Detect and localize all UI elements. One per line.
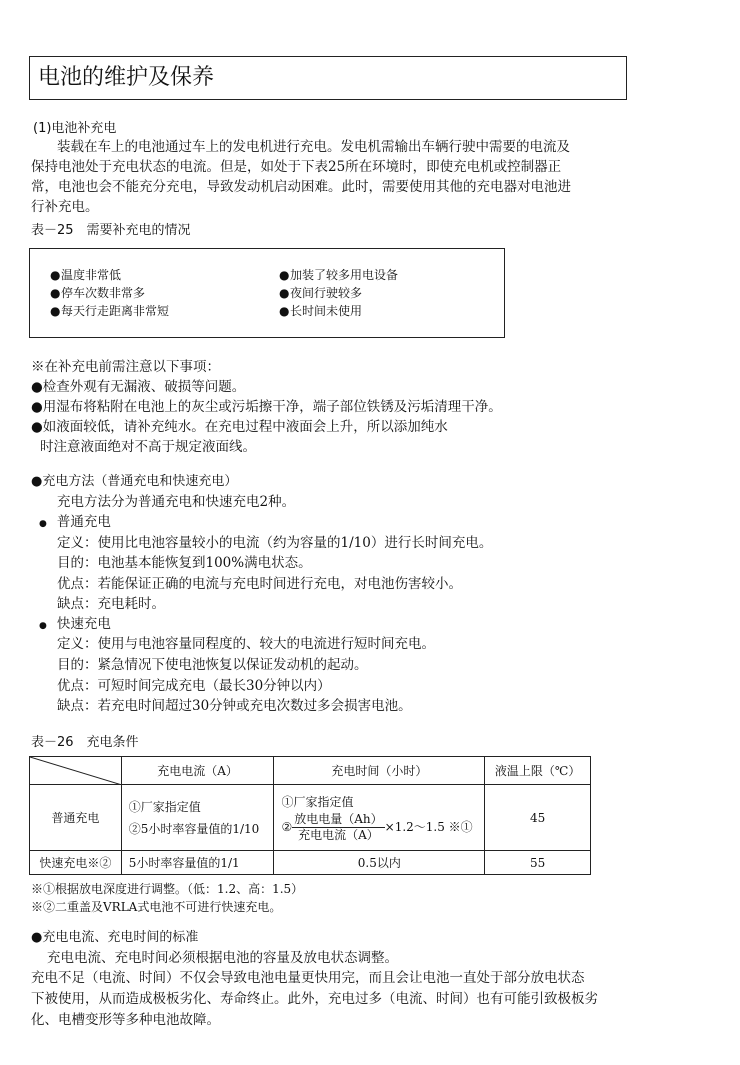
normal-charge-line: 缺点：充电耗时。 bbox=[57, 596, 165, 612]
normal-charge-line: 优点：若能保证正确的电流与充电时间进行充电，对电池伤害较小。 bbox=[57, 576, 462, 592]
paragraph-line: 装载在车上的电池通过车上的发电机进行充电。发电机需输出车辆行驶中需要的电流及 bbox=[57, 139, 570, 155]
normal-charge-line: 定义：使用比电池容量较小的电流（约为容量的1/10）进行长时间充电。 bbox=[57, 535, 493, 551]
header-cell: 液温上限（℃） bbox=[485, 757, 591, 785]
dot-icon: ● bbox=[39, 519, 47, 529]
fast-charge-title: ● 快速充电 bbox=[39, 616, 111, 632]
standard-line: 充电不足（电流、时间）不仅会导致电池电量更快用完，而且会让电池一直处于部分放电状态 bbox=[31, 970, 585, 986]
table-note: ※②二重盖及VRLA式电池不可进行快速充电。 bbox=[31, 900, 282, 914]
condition-item: ●长时间未使用 bbox=[279, 304, 363, 318]
table26-caption: 表－26 充电条件 bbox=[31, 735, 139, 750]
row-label: 普通充电 bbox=[30, 785, 122, 851]
bullet-icon: ● bbox=[31, 399, 43, 415]
section-heading-recharge: (1)电池补充电 bbox=[33, 121, 117, 136]
paragraph-line: 行补充电。 bbox=[31, 199, 99, 215]
fast-charge-line: 优点：可短时间完成充电（最长30分钟以内） bbox=[57, 678, 331, 694]
dot-icon: ● bbox=[39, 621, 47, 631]
standard-line: 充电电流、充电时间必须根据电池的容量及放电状态调整。 bbox=[47, 950, 398, 966]
notes-intro: ※在补充电前需注意以下事项： bbox=[31, 359, 220, 375]
time-cell: 0.5以内 bbox=[274, 851, 485, 875]
normal-charge-title: ● 普通充电 bbox=[39, 514, 111, 530]
page-title: 电池的维护及保养 bbox=[38, 65, 215, 90]
recharge-conditions-box bbox=[29, 248, 505, 338]
current-cell: 5小时率容量值的1/1 bbox=[121, 851, 274, 875]
bullet-icon: ● bbox=[31, 419, 43, 435]
method-intro: 充电方法分为普通充电和快速充电2种。 bbox=[57, 494, 296, 510]
bullet-icon: ● bbox=[279, 268, 290, 282]
fraction: $\frac{\text{放电电量（Ah）}}{\text{充电电流（A）}}$ bbox=[294, 812, 383, 842]
paragraph-line: 保持电池处于充电状态的电流。但是，如处于下表25所在环境时，即使充电机或控制器正 bbox=[31, 159, 562, 175]
fast-charge-line: 目的：紧急情况下使电池恢复以保证发动机的起动。 bbox=[57, 657, 368, 673]
time-cell: ①厂家指定值 ② $\frac{\text{放电电量（Ah）}}{\text{充电电流（A）}}$ ×1.2～1.5 ※① bbox=[274, 785, 485, 851]
table-note: ※①根据放电深度进行调整。（低：1.2、高：1.5） bbox=[31, 882, 304, 896]
table-row bbox=[30, 851, 591, 875]
bullet-icon: ● bbox=[279, 286, 290, 300]
bullet-icon: ● bbox=[50, 268, 61, 282]
bullet-icon: ● bbox=[50, 304, 61, 318]
note-continuation: 时注意液面绝对不高于规定液面线。 bbox=[40, 439, 256, 455]
temp-cell: 55 bbox=[485, 851, 591, 875]
condition-item: ●停车次数非常多 bbox=[50, 286, 146, 300]
current-cell: ①厂家指定值 ②5小时率容量值的1/10 bbox=[121, 785, 274, 851]
bullet-icon: ● bbox=[31, 379, 43, 395]
title-box bbox=[29, 56, 627, 100]
table-header-row bbox=[30, 757, 591, 785]
diagonal-line bbox=[30, 757, 122, 785]
header-cell: 充电电流（A） bbox=[121, 757, 274, 785]
method-heading: ●充电方法（普通充电和快速充电） bbox=[31, 474, 238, 489]
header-cell: 充电时间（小时） bbox=[274, 757, 485, 785]
condition-item: ●温度非常低 bbox=[50, 268, 122, 282]
standard-heading: ●充电电流、充电时间的标准 bbox=[31, 930, 199, 945]
standard-line: 下被使用，从而造成极板劣化、寿命终止。此外，充电过多（电流、时间）也有可能引致极板劣 bbox=[31, 991, 598, 1007]
condition-item: ●夜间行驶较多 bbox=[279, 286, 363, 300]
charge-conditions-table bbox=[29, 756, 591, 875]
table-row bbox=[30, 785, 591, 851]
standard-line: 化、电槽变形等多种电池故障。 bbox=[31, 1012, 220, 1028]
note-item: ●检查外观有无漏液、破损等问题。 bbox=[31, 379, 246, 395]
paragraph-line: 常，电池也会不能充分充电，导致发动机启动困难。此时，需要使用其他的充电器对电池进 bbox=[31, 179, 571, 195]
note-item: ●用湿布将粘附在电池上的灰尘或污垢擦干净，端子部位铁锈及污垢清理干净。 bbox=[31, 399, 502, 415]
fast-charge-line: 定义：使用与电池容量同程度的、较大的电流进行短时间充电。 bbox=[57, 636, 435, 652]
normal-charge-line: 目的：电池基本能恢复到100%满电状态。 bbox=[57, 555, 312, 571]
condition-item: ●加装了较多用电设备 bbox=[279, 268, 399, 282]
bullet-icon: ● bbox=[50, 286, 61, 300]
bullet-icon: ● bbox=[31, 930, 43, 945]
fast-charge-line: 缺点：若充电时间超过30分钟或充电次数过多会损害电池。 bbox=[57, 698, 412, 714]
bullet-icon: ● bbox=[31, 474, 43, 489]
row-label: 快速充电※② bbox=[30, 851, 122, 875]
note-item: ●如液面较低，请补充纯水。在充电过程中液面会上升，所以添加纯水 bbox=[31, 419, 448, 435]
temp-cell: 45 bbox=[485, 785, 591, 851]
header-corner-cell bbox=[30, 757, 122, 785]
table25-caption: 表－25 需要补充电的情况 bbox=[31, 223, 191, 238]
condition-item: ●每天行走距离非常短 bbox=[50, 304, 170, 318]
bullet-icon: ● bbox=[279, 304, 290, 318]
